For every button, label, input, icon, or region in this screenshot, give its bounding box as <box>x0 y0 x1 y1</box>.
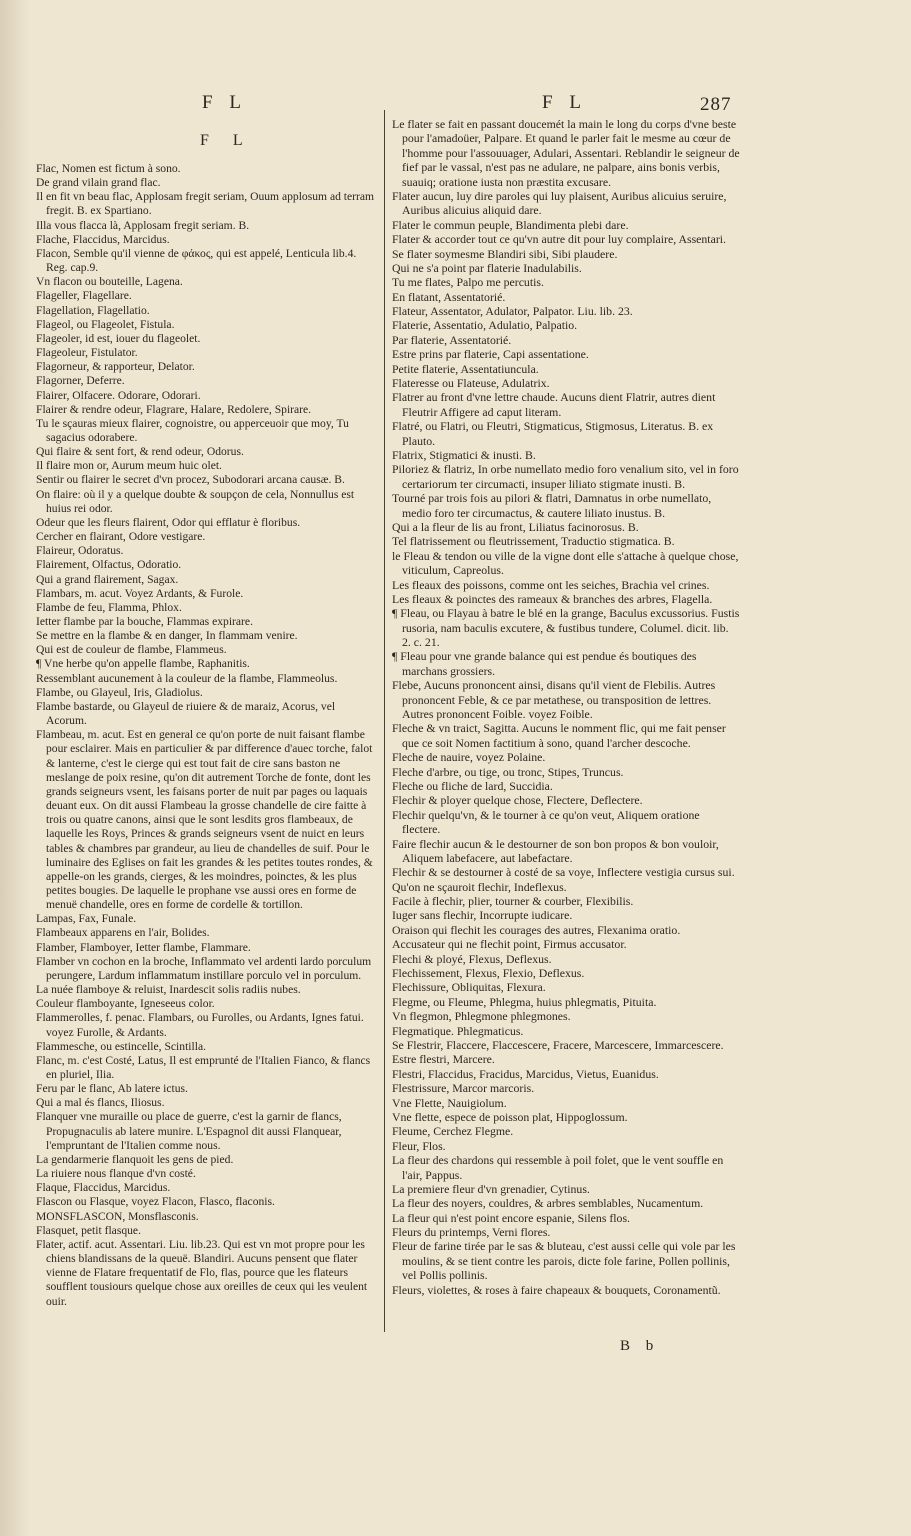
dictionary-entry: Flammesche, ou estincelle, Scintilla. <box>36 1039 207 1053</box>
dictionary-entry: Odeur que les fleurs flairent, Odor qui efflatur è floribus. <box>36 515 301 529</box>
dictionary-entry: La gendarmerie flanquoit les gens de pied. <box>36 1152 234 1166</box>
dictionary-entry: Flairement, Olfactus, Odoratio. <box>36 558 182 572</box>
dictionary-entry: Feru par le flanc, Ab latere ictus. <box>36 1082 188 1096</box>
left-column <box>36 162 376 1309</box>
dictionary-entry: Illa vous flacca là, Applosam fregit seriam. B. <box>36 218 250 232</box>
dictionary-entry: Flairer, Olfacere. Odorare, Odorari. <box>36 388 201 402</box>
dictionary-entry: Flac, Nomen est fictum à sono. <box>36 162 181 175</box>
dictionary-entry: Flambeaux apparens en l'air, Bolides. <box>36 926 210 940</box>
dictionary-entry: Flaque, Flaccidus, Marcidus. <box>36 1181 171 1195</box>
dictionary-entry: Flateur, Assentator, Adulator, Palpator. Liu. lib. 23. <box>392 304 633 319</box>
dictionary-entry: Cercher en flairant, Odore vestigare. <box>36 530 206 544</box>
dictionary-entry: De grand vilain grand flac. <box>36 176 161 190</box>
dictionary-entry: Flageoler, id est, iouer du flageolet. <box>36 331 201 345</box>
dictionary-entry: Tu me flates, Palpo me percutis. <box>392 275 544 290</box>
dictionary-entry: Oraison qui flechit les courages des autres, Flexanima oratio. <box>392 922 681 937</box>
dictionary-entry: Fleche & vn traict, Sagitta. Aucuns le nomment flic, qui me fait penser que ce soit Nomen factitium à sono, quand l'archer descoche. <box>392 721 726 750</box>
dictionary-entry: Vn flacon ou bouteille, Lagena. <box>36 275 183 289</box>
column-divider <box>384 110 385 1332</box>
dictionary-entry: Flateresse ou Flateuse, Adulatrix. <box>392 376 550 391</box>
dictionary-entry: La fleur qui n'est point encore espanie, Silens flos. <box>392 1210 630 1225</box>
dictionary-entry: Qui est de couleur de flambe, Flammeus. <box>36 643 227 657</box>
dictionary-entry: On flaire: où il y a quelque doubte & soupçon de cela, Nonnullus est huius rei odor. <box>36 487 355 515</box>
dictionary-entry: Tel flatrissement ou fleutrissement, Traductio stigmatica. B. <box>392 534 675 549</box>
dictionary-entry: ¶ Fleau, ou Flayau à batre le blé en la grange, Baculus excussorius. Fustis rusoria, nam baculis excutere, & fustibus tundere, Columel. dicit. lib. 2. c. 21. <box>392 606 740 650</box>
dictionary-entry: Flacon, Semble qu'il vienne de φάκος, qui est appelé, Lenticula lib.4. Reg. cap.9. <box>36 246 357 275</box>
dictionary-entry: Fleche d'arbre, ou tige, ou tronc, Stipes, Truncus. <box>392 764 624 779</box>
dictionary-entry: Flanquer vne muraille ou place de guerre, c'est la garnir de flancs, Propugnaculis ab latere munire. L'Espagnol dit aussi Flanquear, l'empruntant de l'Italien comme nous. <box>36 1110 342 1152</box>
signature-mark: B b <box>620 1338 660 1354</box>
dictionary-entry: Flegme, ou Fleume, Phlegma, huius phlegmatis, Pituita. <box>392 994 657 1009</box>
dictionary-entry: Flechi & ployé, Flexus, Deflexus. <box>392 951 552 966</box>
dictionary-entry: Le flater se fait en passant doucemét la main le long du corps d'vne beste pour l'amadoüer, Palpare. Et quand le parler fait le mesme au cœur de l'homme pour l'assouuager, Adulari, Assentari. Reblandir le seigneur de fief par le vassal, n'est pas ne adulare, ne palpare, ains bonis verbis, suauiq; oratione iusta non præstita excusare. <box>392 117 740 189</box>
running-head-left: F L <box>202 92 247 113</box>
dictionary-entry: Estre flestri, Marcere. <box>392 1052 495 1067</box>
dictionary-entry: Vne flette, espece de poisson plat, Hippoglossum. <box>392 1109 628 1124</box>
dictionary-entry: Fleur, Flos. <box>392 1138 446 1153</box>
dictionary-entry: Les fleaux des poissons, comme ont les seiches, Brachia vel crines. <box>392 577 710 592</box>
dictionary-entry: Flambe de feu, Flamma, Phlox. <box>36 600 182 614</box>
dictionary-entry: Flache, Flaccidus, Marcidus. <box>36 232 170 246</box>
dictionary-entry: ¶ Fleau pour vne grande balance qui est pendue és boutiques des marchans grossiers. <box>392 649 697 678</box>
dictionary-entry: Flamber vn cochon en la broche, Inflammato vel ardenti lardo porculum perungere, Lardum inflammatum instillare porculo vel in porculum. <box>36 954 372 982</box>
dictionary-entry: Se Flestrir, Flaccere, Flaccescere, Fracere, Marcescere, Immarcescere. <box>392 1038 724 1052</box>
dictionary-entry: Flageol, ou Flageolet, Fistula. <box>36 317 175 331</box>
dictionary-entry: Flechir quelqu'vn, & le tourner à ce qu'on veut, Aliquem oratione flectere. <box>392 807 700 837</box>
dictionary-entry: Iuger sans flechir, Incorrupte iudicare. <box>392 908 573 923</box>
dictionary-entry: Flestri, Flaccidus, Fracidus, Marcidus, Vietus, Euanidus. <box>392 1066 659 1081</box>
dictionary-entry: Flater le commun peuple, Blandimenta plebi dare. <box>392 217 629 232</box>
dictionary-entry: Tourné par trois fois au pilori & flatri, Damnatus in orbe numellato, medio foro ter circumactus, & cautere liliato inustus. B. <box>392 491 712 520</box>
dictionary-entry: Sentir ou flairer le secret d'vn procez, Subodorari arcana causæ. B. <box>36 473 345 487</box>
dictionary-entry: Les fleaux & poinctes des rameaux & branches des arbres, Flagella. <box>392 591 713 606</box>
dictionary-entry: Flatrix, Stigmatici & inusti. B. <box>392 447 536 462</box>
dictionary-entry: Fleur de farine tirée par le sas & bluteau, c'est aussi celle qui vole par les moulins, & se tient contre les parois, dicte fole farine, Pollen pollinis, vel Pollis pollinis. <box>392 1239 736 1283</box>
page-edge <box>0 0 30 1536</box>
dictionary-entry: Flebe, Aucuns prononcent ainsi, disans qu'il vient de Flebilis. Autres prononcent Feble, & ce par metathese, ou transposition de lettres. Autres prononcent Foible. voyez Foible. <box>392 678 716 722</box>
dictionary-entry: Fleurs, violettes, & roses à faire chapeaux & bouquets, Coronamentũ. <box>392 1282 721 1297</box>
dictionary-entry: Flatrer au front d'vne lettre chaude. Aucuns dient Flatrir, autres dient Fleutrir Affigere ad caput literam. <box>392 390 716 419</box>
running-head-right: F L <box>542 92 587 113</box>
dictionary-entry: Flagellation, Flagellatio. <box>36 303 150 317</box>
dictionary-entry: Flechir & ployer quelque chose, Flectere, Deflectere. <box>392 793 643 808</box>
dictionary-entry: Flammerolles, f. penac. Flambars, ou Furolles, ou Ardants, Ignes fatui. voyez Furolle, & Ardants. <box>36 1011 364 1039</box>
dictionary-entry: Flageoleur, Fistulator. <box>36 346 138 360</box>
dictionary-entry: Qui a la fleur de lis au front, Liliatus facinorosus. B. <box>392 519 639 534</box>
dictionary-entry: Ressemblant aucunement à la couleur de la flambe, Flammeolus. <box>36 671 338 685</box>
section-heading: F L <box>200 132 253 149</box>
dictionary-entry: Flagorner, Deferre. <box>36 374 125 388</box>
dictionary-entry: Flaterie, Assentatio, Adulatio, Palpatio. <box>392 318 578 333</box>
dictionary-entry: Piloriez & flatriz, In orbe numellato medio foro venalium sito, vel in foro certariorum ter circumacti, insuper liliato stigmate inusti. B. <box>392 462 739 491</box>
dictionary-entry: Facile à flechir, plier, tourner & courber, Flexibilis. <box>392 894 634 909</box>
dictionary-entry: Tu le sçauras mieux flairer, cognoistre, ou apperceuoir que moy, Tu sagacius odorabere. <box>36 416 349 444</box>
dictionary-entry: Il en fit vn beau flac, Applosam fregit seriam, Ouum applosum ad terram fregit. B. ex Spartiano. <box>36 190 375 218</box>
dictionary-entry: Se mettre en la flambe & en danger, In flammam venire. <box>36 629 298 643</box>
dictionary-entry: Flechissure, Obliquitas, Flexura. <box>392 980 546 995</box>
dictionary-entry: ¶ Vne herbe qu'on appelle flambe, Raphanitis. <box>36 657 250 671</box>
dictionary-entry: le Fleau & tendon ou ville de la vigne dont elle s'attache à quelque chose, viticulum, Capreolus. <box>392 548 739 578</box>
right-column <box>392 117 740 1297</box>
dictionary-entry: Qui a grand flairement, Sagax. <box>36 572 179 586</box>
dictionary-entry: Faire flechir aucun & le destourner de son bon propos & bon vouloir, Aliquem labefacere, aut labefactare. <box>392 836 719 865</box>
dictionary-entry: La fleur des noyers, couldres, & arbres semblables, Nucamentum. <box>392 1196 704 1211</box>
dictionary-entry: Flascon ou Flasque, voyez Flacon, Flasco, flaconis. <box>36 1195 275 1209</box>
dictionary-entry: La premiere fleur d'vn grenadier, Cytinus. <box>392 1181 590 1196</box>
dictionary-entry: Il flaire mon or, Aurum meum huic olet. <box>36 459 222 473</box>
dictionary-entry: Flambars, m. acut. Voyez Ardants, & Furole. <box>36 586 244 600</box>
dictionary-entry: Vne Flette, Nauigiolum. <box>392 1095 507 1110</box>
dictionary-entry: Se flater soymesme Blandiri sibi, Sibi plaudere. <box>392 246 618 261</box>
dictionary-entry: En flatant, Assentatorié. <box>392 289 506 304</box>
page-number: 287 <box>700 94 732 115</box>
dictionary-entry: Flambe, ou Glayeul, Iris, Gladiolus. <box>36 685 203 699</box>
dictionary-entry: MONSFLASCON, Monsflasconis. <box>36 1209 199 1223</box>
dictionary-entry: Petite flaterie, Assentatiuncula. <box>392 361 539 376</box>
dictionary-entry: Fleume, Cerchez Flegme. <box>392 1124 514 1139</box>
dictionary-entry: Flaireur, Odoratus. <box>36 544 124 558</box>
dictionary-entry: Flamber, Flamboyer, Ietter flambe, Flammare. <box>36 940 251 954</box>
dictionary-entry: Flambeau, m. acut. Est en general ce qu'on porte de nuit faisant flambe pour esclairer. Mais en particulier & par difference d'auec torche, falot & lanterne, c'est le cierge qui est tout fait de cire sans baston ne meslange de poix resine, qu'on dit autrement Torche de fonte, dont les grands seigneurs vsent, les faisans porter de nuit par pages ou laquais deuant eux. On dit aussi Flambeau la grosse chandelle de cire faitte à trois ou quatre canons, ainsi que le sont lesdits gros flambeaux, de laquelle les Roys, Princes & grands seigneurs vsent de nuict en leurs tables & chambres par grandeur, au lieu de chandelles de suif. Pour le luminaire des Eglises on fait les grandes & les petites toutes rondes, & appelle-on les grands, cierges, & les moindres, poinctes, & les plus petites bougies. De laquelle le prophane vse aussi ores en forme de menuë chandelle, ores en forme de cordelle & tortillon. <box>36 728 373 912</box>
dictionary-entry: Couleur flamboyante, Igneseeus color. <box>36 997 215 1011</box>
dictionary-entry: Flairer & rendre odeur, Flagrare, Halare, Redolere, Spirare. <box>36 402 312 416</box>
dictionary-entry: Flasquet, petit flasque. <box>36 1223 141 1237</box>
dictionary-entry: Fleche ou fliche de lard, Succidia. <box>392 778 553 793</box>
dictionary-entry: Lampas, Fax, Funale. <box>36 912 137 926</box>
dictionary-entry: Flegmatique. Phlegmaticus. <box>392 1023 524 1038</box>
dictionary-entry: Qui ne s'a point par flaterie Inadulabilis. <box>392 260 582 275</box>
dictionary-entry: Ietter flambe par la bouche, Flammas expirare. <box>36 615 253 628</box>
dictionary-entry: La fleur des chardons qui ressemble à poil folet, que le vent souffle en l'air, Pappus. <box>392 1153 724 1182</box>
dictionary-entry: Flechir & se destourner à costé de sa voye, Inflectere vestigia cursus sui. <box>392 865 735 880</box>
dictionary-entry: Flestrissure, Marcor marcoris. <box>392 1081 535 1096</box>
dictionary-entry: Flatré, ou Flatri, ou Fleutri, Stigmaticus, Stigmosus, Literatus. B. ex Plauto. <box>392 419 714 448</box>
dictionary-entry: Flater, actif. acut. Assentari. Liu. lib.23. Qui est vn mot propre pour les chiens blandissans de la queuë. Blandiri. Aucuns pensent que flater vienne de Flatare frequentatif de Flo, flas, pource que les flateurs soufflent tousiours quelque chose aux oreilles de ceux qui les veulent ouir. <box>36 1237 368 1308</box>
dictionary-entry: Flambe bastarde, ou Glayeul de riuiere & de maraiz, Acorus, vel Acorum. <box>36 699 336 728</box>
dictionary-entry: La nuée flamboye & reluist, Inardescit solis radiis nubes. <box>36 983 301 997</box>
dictionary-entry: Flanc, m. c'est Costé, Latus, Il est emprunté de l'Italien Fianco, & flancs en pluriel, Ilia. <box>36 1053 371 1081</box>
dictionary-entry: La riuiere nous flanque d'vn costé. <box>36 1167 196 1181</box>
dictionary-entry: Qu'on ne sçauroit flechir, Indeflexus. <box>392 879 567 894</box>
dictionary-entry: Flagorneur, & rapporteur, Delator. <box>36 360 195 374</box>
dictionary-entry: Vn flegmon, Phlegmone phlegmones. <box>392 1009 571 1024</box>
dictionary-entry: Fleurs du printemps, Verni flores. <box>392 1225 551 1240</box>
dictionary-entry: Flechissement, Flexus, Flexio, Deflexus. <box>392 966 585 981</box>
dictionary-entry: Accusateur qui ne flechit point, Firmus accusator. <box>392 937 627 952</box>
dictionary-entry: Flater aucun, luy dire paroles qui luy plaisent, Auribus alicuius seruire, Auribus alicuius aliquid dare. <box>392 188 727 218</box>
dictionary-entry: Flageller, Flagellare. <box>36 289 132 303</box>
dictionary-entry: Estre prins par flaterie, Capi assentatione. <box>392 347 589 362</box>
dictionary-entry: Qui flaire & sent fort, & rend odeur, Odorus. <box>36 445 244 459</box>
dictionary-entry: Par flaterie, Assentatorié. <box>392 332 512 347</box>
dictionary-entry: Fleche de nauire, voyez Polaine. <box>392 750 546 765</box>
dictionary-entry: Qui a mal és flancs, Iliosus. <box>36 1096 165 1110</box>
dictionary-entry: Flater & accorder tout ce qu'vn autre dit pour luy complaire, Assentari. <box>392 232 726 247</box>
